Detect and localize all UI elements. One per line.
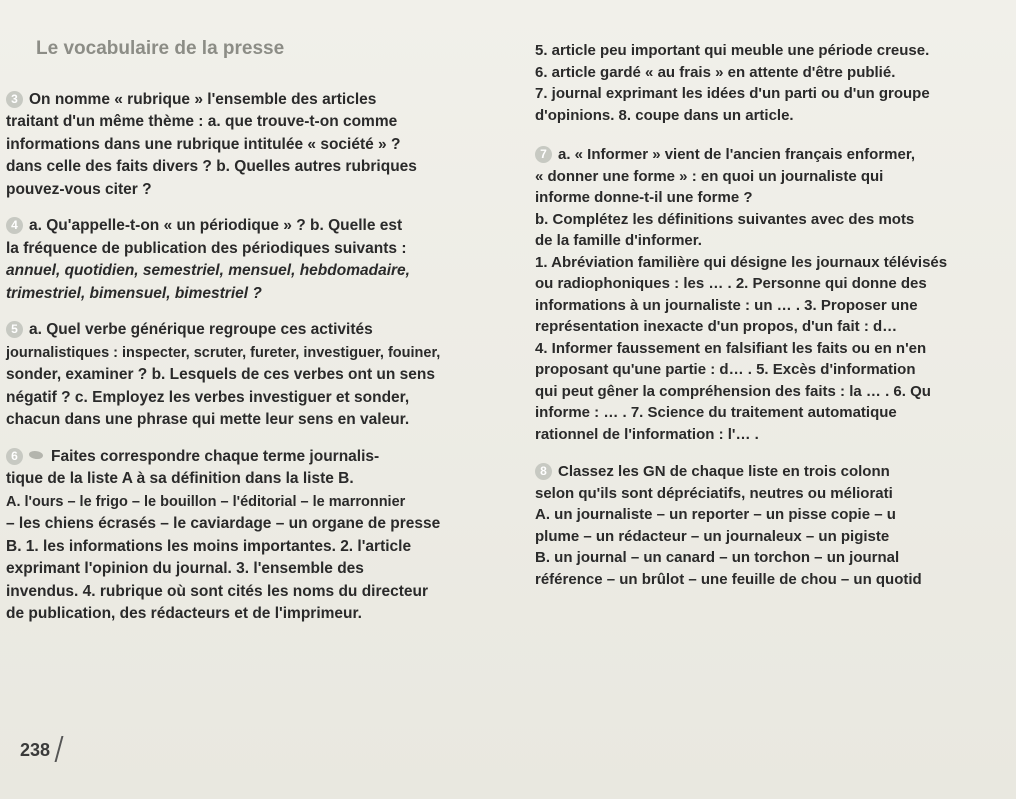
exercise-number-badge: 6 <box>6 448 23 465</box>
text-line: la fréquence de publication des périodiques suivants : <box>6 239 407 257</box>
text-line: rationnel de l'information : l'… . <box>535 425 759 443</box>
exercise-4 <box>6 215 498 305</box>
text-line: pouvez-vous citer ? <box>6 180 152 198</box>
text-line: A. l'ours – le frigo – le bouillon – l'éditorial – le marronnier <box>6 493 406 510</box>
text-line: traitant d'un même thème : a. que trouve-t-on comme <box>6 113 398 130</box>
text-line: trimestriel, bimensuel, bimestriel ? <box>6 284 262 302</box>
text-line: informe : … . 7. Science du traitement automatique <box>535 404 897 421</box>
text-line: sonder, examiner ? b. Lesquels de ces verbes ont un sens <box>6 366 435 383</box>
text-line: journalistiques : inspecter, scruter, fureter, investiguer, fouiner, <box>6 344 441 361</box>
text-line: dans celle des faits divers ? b. Quelles autres rubriques <box>6 158 417 175</box>
text-line: – les chiens écrasés – le caviardage – un organe de presse <box>6 515 441 532</box>
exercise-number-badge: 3 <box>6 91 23 108</box>
left-column <box>6 38 498 640</box>
text-line: 4. Informer faussement en falsifiant les faits ou en n'en <box>535 339 927 357</box>
section-title: Le vocabulaire de la presse <box>36 38 285 59</box>
text-line: plume – un rédacteur – un journaleux – un pigiste <box>535 527 890 545</box>
text-line: informations à un journaliste : un … . 3. Proposer une <box>535 296 918 314</box>
text-line: « donner une forme » : en quoi un journaliste qui <box>535 167 884 185</box>
exercise-number-badge: 8 <box>535 463 552 480</box>
text-line: 5. article peu important qui meuble une période creuse. <box>535 42 930 59</box>
exercise-6 <box>6 446 498 626</box>
text-line: A. un journaliste – un reporter – un pisse copie – u <box>535 506 896 523</box>
text-line: 1. Abréviation familière qui désigne les journaux télévisés <box>535 253 948 271</box>
text-line: Classez les GN de chaque liste en trois colonn <box>558 463 890 480</box>
text-line: de la famille d'informer. <box>535 232 702 249</box>
text-line: ou radiophoniques : les … . 2. Personne qui donne des <box>535 275 927 292</box>
exercise-5 <box>6 319 498 432</box>
exercise-8 <box>535 461 1016 590</box>
exercise-3 <box>6 89 498 202</box>
text-line: B. 1. les informations les moins importantes. 2. l'article <box>6 537 412 555</box>
slash-divider <box>55 736 64 762</box>
text-line: selon qu'ils sont dépréciatifs, neutres ou méliorati <box>535 484 893 502</box>
text-line: de publication, des rédacteurs et de l'imprimeur. <box>6 605 362 622</box>
exercise-number-badge: 7 <box>535 146 552 163</box>
exercise-7 <box>535 144 1016 445</box>
page-number: 238 <box>20 740 51 760</box>
text-line: B. un journal – un canard – un torchon – un journal <box>535 549 900 566</box>
text-line: négatif ? c. Employez les verbes investiguer et sonder, <box>6 388 410 406</box>
text-line: d'opinions. 8. coupe dans un article. <box>535 106 794 124</box>
text-line: On nomme « rubrique » l'ensemble des articles <box>29 90 377 108</box>
text-line: qui peut gêner la compréhension des faits : la … . 6. Qu <box>535 382 931 400</box>
text-line: a. Qu'appelle-t-on « un périodique » ? b. Quelle est <box>29 217 403 234</box>
text-line: 7. journal exprimant les idées d'un parti ou d'un groupe <box>535 85 930 102</box>
text-line: tique de la liste A à sa définition dans la liste B. <box>6 470 354 487</box>
text-line: proposant qu'une partie : d… . 5. Excès d'information <box>535 361 916 378</box>
exercise-6-continued <box>535 40 1016 126</box>
text-line: b. Complétez les définitions suivantes avec des mots <box>535 210 915 228</box>
text-line: annuel, quotidien, semestriel, mensuel, hebdomadaire, <box>6 262 410 279</box>
exercise-number-badge: 5 <box>6 321 23 338</box>
text-line: 6. article gardé « au frais » en attente d'être publié. <box>535 63 896 81</box>
text-line: chacun dans une phrase qui mette leur sens en valeur. <box>6 411 410 428</box>
text-line: invendus. 4. rubrique où sont cités les noms du directeur <box>6 582 429 600</box>
text-line: a. Quel verbe générique regroupe ces activités <box>29 321 373 338</box>
text-line: informe donne-t-il une forme ? <box>535 189 753 206</box>
text-line: référence – un brûlot – une feuille de chou – un quotid <box>535 570 922 588</box>
text-line: Faites correspondre chaque terme journalis- <box>51 447 380 465</box>
text-line: a. « Informer » vient de l'ancien français enformer, <box>558 146 916 163</box>
text-line: informations dans une rubrique intitulée « société » ? <box>6 135 401 153</box>
page-footer <box>20 736 60 762</box>
text-line: représentation inexacte d'un propos, d'un fait : d… <box>535 318 898 335</box>
right-column <box>535 40 1016 604</box>
text-line: exprimant l'opinion du journal. 3. l'ensemble des <box>6 560 364 577</box>
exercise-number-badge: 4 <box>6 217 23 234</box>
pencil-icon <box>29 451 43 459</box>
